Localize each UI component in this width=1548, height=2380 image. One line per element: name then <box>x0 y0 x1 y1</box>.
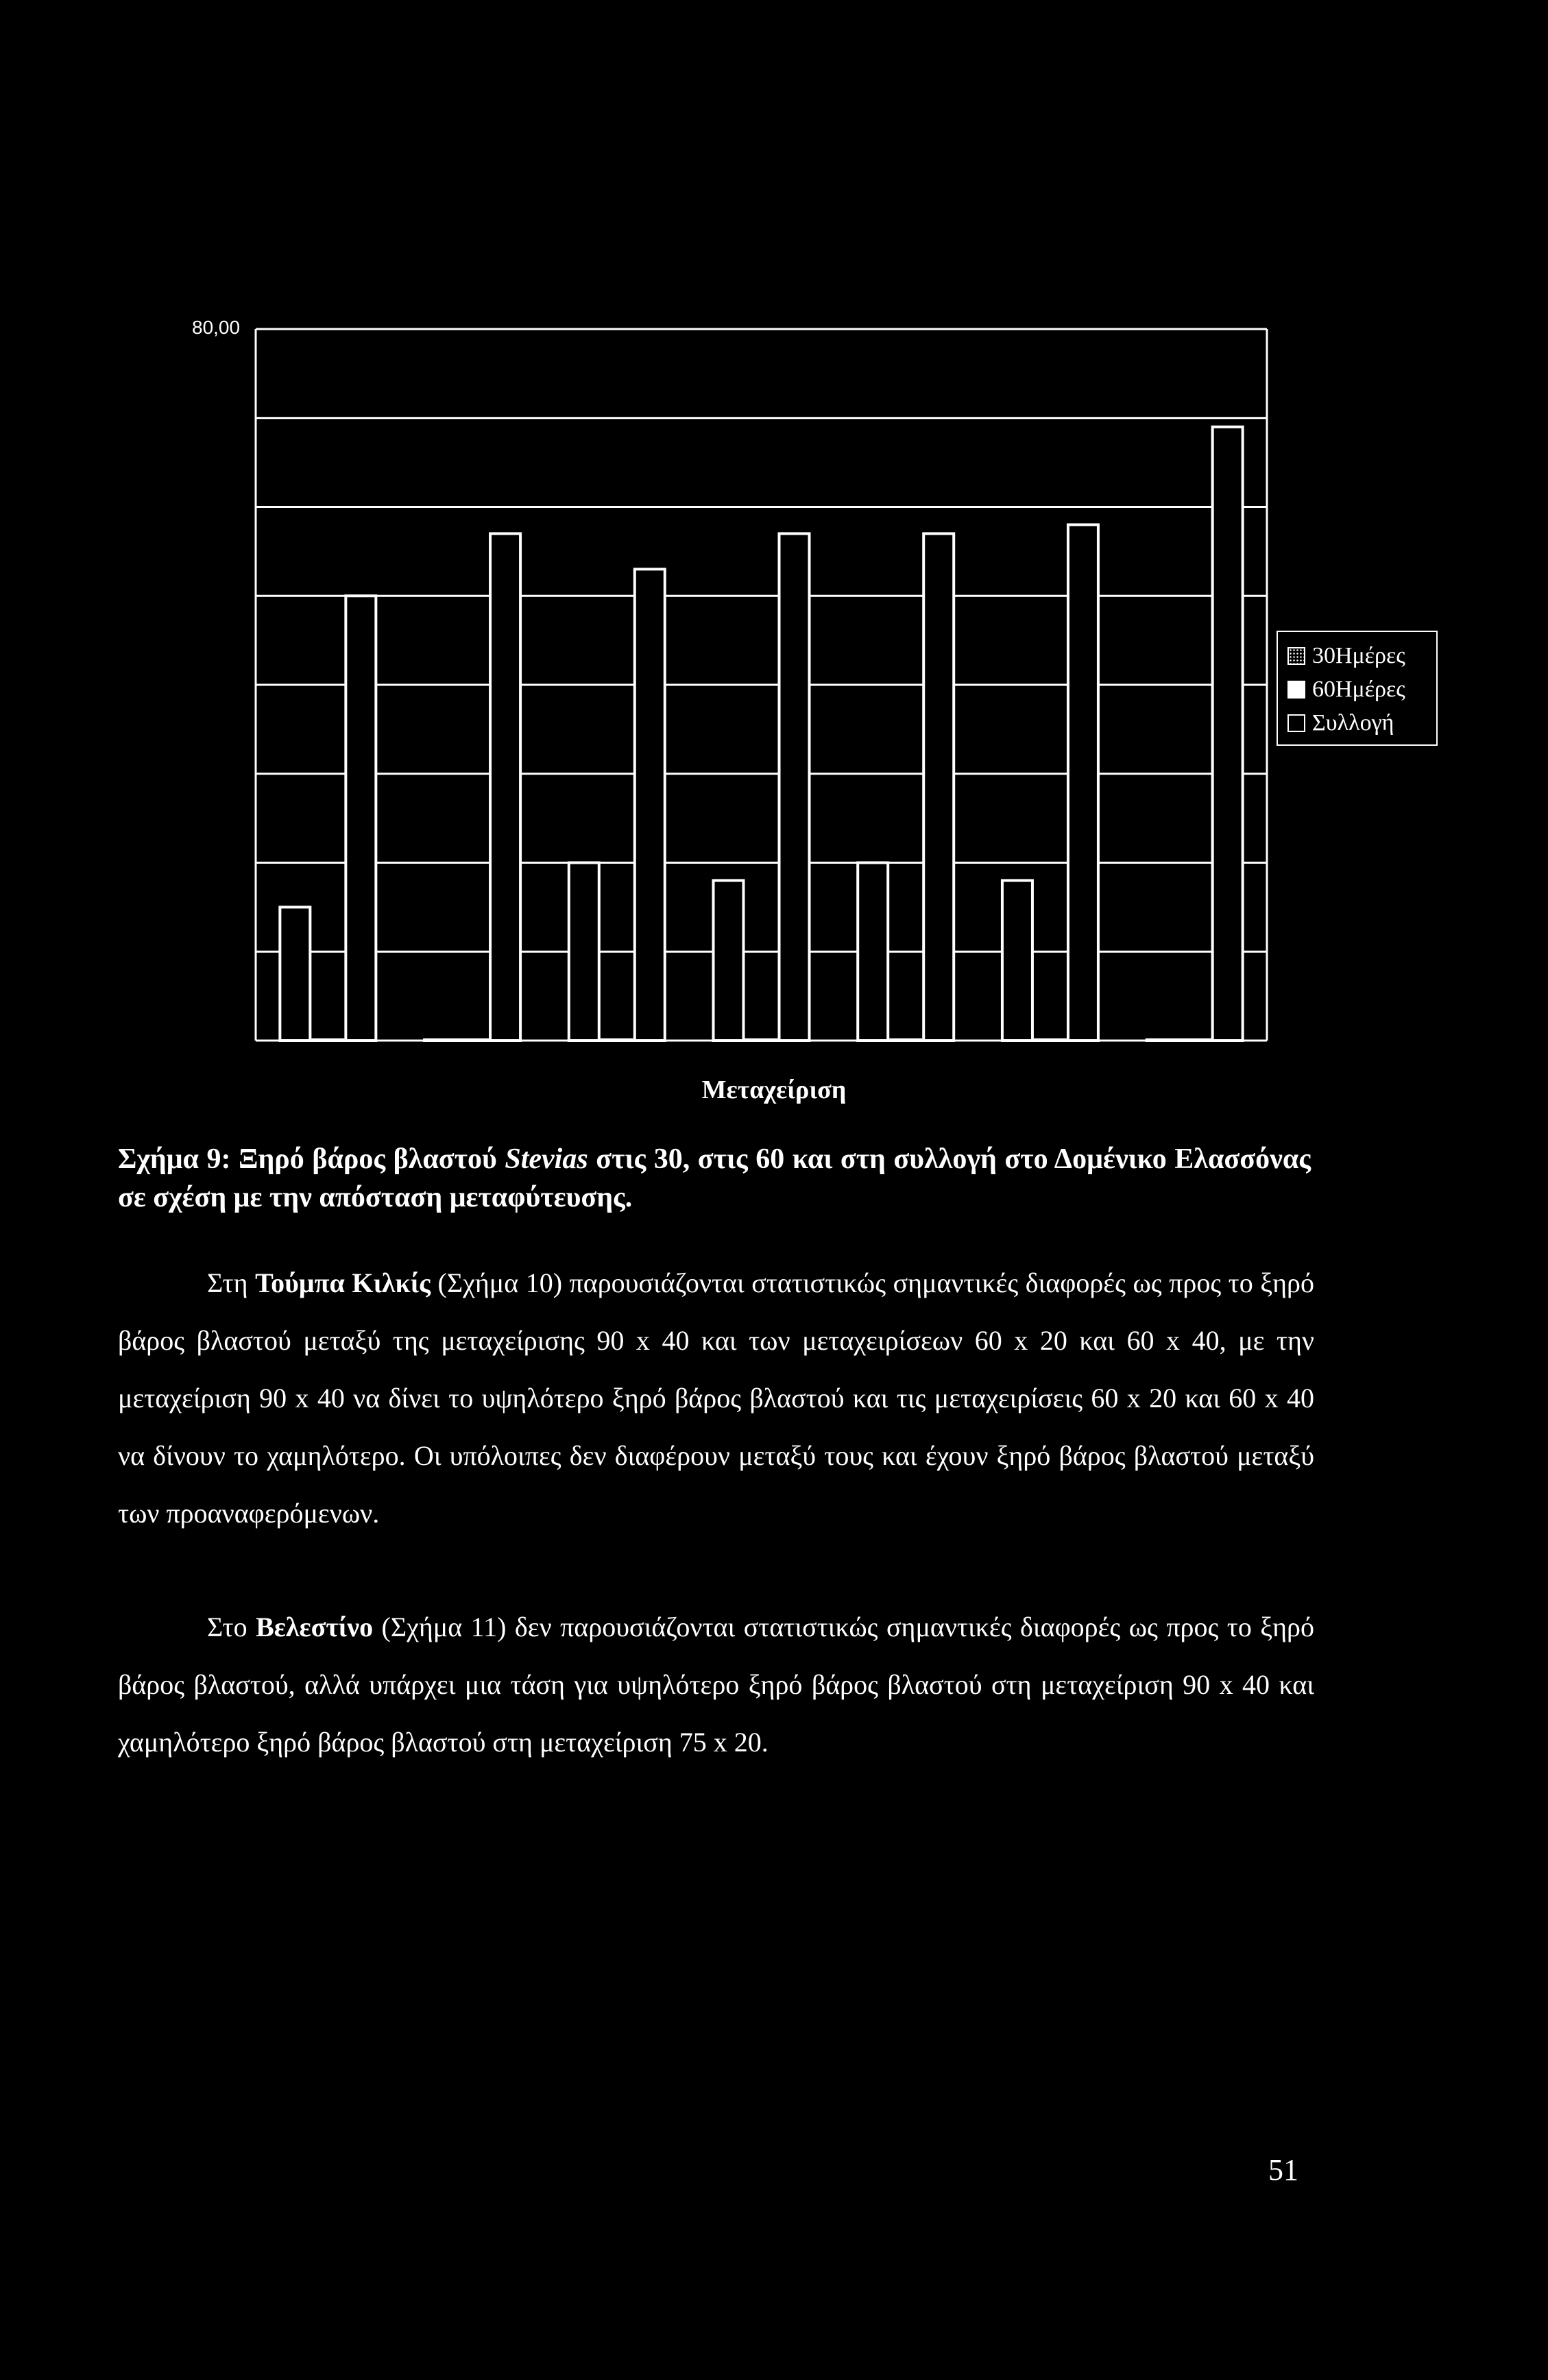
bar-series-2-cat-4 <box>923 533 954 1041</box>
legend-label: Συλλογή <box>1312 709 1394 736</box>
caption-suffix: στις 30, στις 60 και στη συλλογή στο Δομένικο Ελασσόνας σε σχέση με την απόσταση μεταφύτευσης. <box>118 1143 1311 1213</box>
legend-swatch-dotted <box>1287 647 1305 665</box>
bar-series-2-cat-1 <box>490 533 520 1041</box>
bar-series-0-cat-5 <box>1002 880 1032 1041</box>
paragraph-velestino <box>118 1599 1314 1771</box>
legend-item-30 <box>1287 639 1436 672</box>
para1-a: Στη <box>207 1267 256 1298</box>
legend-item-harvest <box>1287 706 1436 740</box>
legend-swatch-solid <box>1287 681 1305 699</box>
legend-label: 30Ημέρες <box>1312 642 1405 668</box>
bar-series-0-cat-0 <box>280 907 310 1041</box>
legend-swatch-hollow <box>1287 714 1305 732</box>
figure-caption <box>118 1140 1311 1217</box>
bar-series-2-cat-3 <box>779 533 810 1041</box>
chart-legend <box>1277 631 1438 746</box>
page-number: 51 <box>1268 2153 1298 2187</box>
chart-gridlines <box>256 329 1267 1041</box>
bar-series-0-cat-4 <box>858 863 888 1041</box>
para2-b: (Σχήμα 11) δεν παρουσιάζονται στατιστικώς σημαντικές διαφορές ως προς το ξηρό βάρος βλαστού, αλλά υπάρχει μια τάση για υψηλότερο ξηρό βάρος βλαστού στη μεταχείριση 90 x 40 και χαμηλότερο ξηρό βάρος βλαστού στη μεταχείριση 75 x 20. <box>118 1612 1315 1758</box>
y-tick-label-top: 80,00 <box>192 317 241 338</box>
legend-item-60 <box>1287 672 1436 706</box>
caption-prefix: Σχήμα 9: Ξηρό βάρος βλαστού <box>118 1143 505 1175</box>
legend-label: 60Ημέρες <box>1312 676 1405 702</box>
chart-bars <box>280 427 1242 1041</box>
para1-b: (Σχήμα 10) παρουσιάζονται στατιστικώς σημαντικές διαφορές ως προς το ξηρό βάρος βλαστού μεταξύ της μεταχείρισης 90 x 40 και των μεταχειρίσεων 60 x 20 και 60 x 40, με την μεταχείριση 90 x 40 να δίνει το υψηλότερο ξηρό βάρος βλαστού και τις μεταχειρίσεις 60 x 20 και 60 x 40 να δίνουν το χαμηλότερο. Οι υπόλοιπες δεν διαφέρουν μεταξύ τους και έχουν ξηρό βάρος βλαστού μεταξύ των προαναφερόμενων. <box>118 1267 1314 1529</box>
x-axis-label: Μεταχείριση <box>701 1076 847 1104</box>
caption-italic: Stevias <box>505 1143 588 1175</box>
bar-series-2-cat-6 <box>1213 427 1243 1041</box>
bar-series-0-cat-3 <box>714 880 744 1041</box>
bar-series-2-cat-5 <box>1068 524 1098 1041</box>
bar-series-2-cat-0 <box>346 596 376 1041</box>
para2-bold: Βελεστίνο <box>256 1612 374 1642</box>
bar-series-0-cat-2 <box>569 863 599 1041</box>
bar-series-2-cat-2 <box>635 569 665 1041</box>
para1-bold: Τούμπα Κιλκίς <box>255 1267 431 1298</box>
para2-a: Στο <box>207 1612 256 1642</box>
bar-chart <box>0 0 1548 1069</box>
paragraph-toumpa <box>118 1254 1314 1542</box>
